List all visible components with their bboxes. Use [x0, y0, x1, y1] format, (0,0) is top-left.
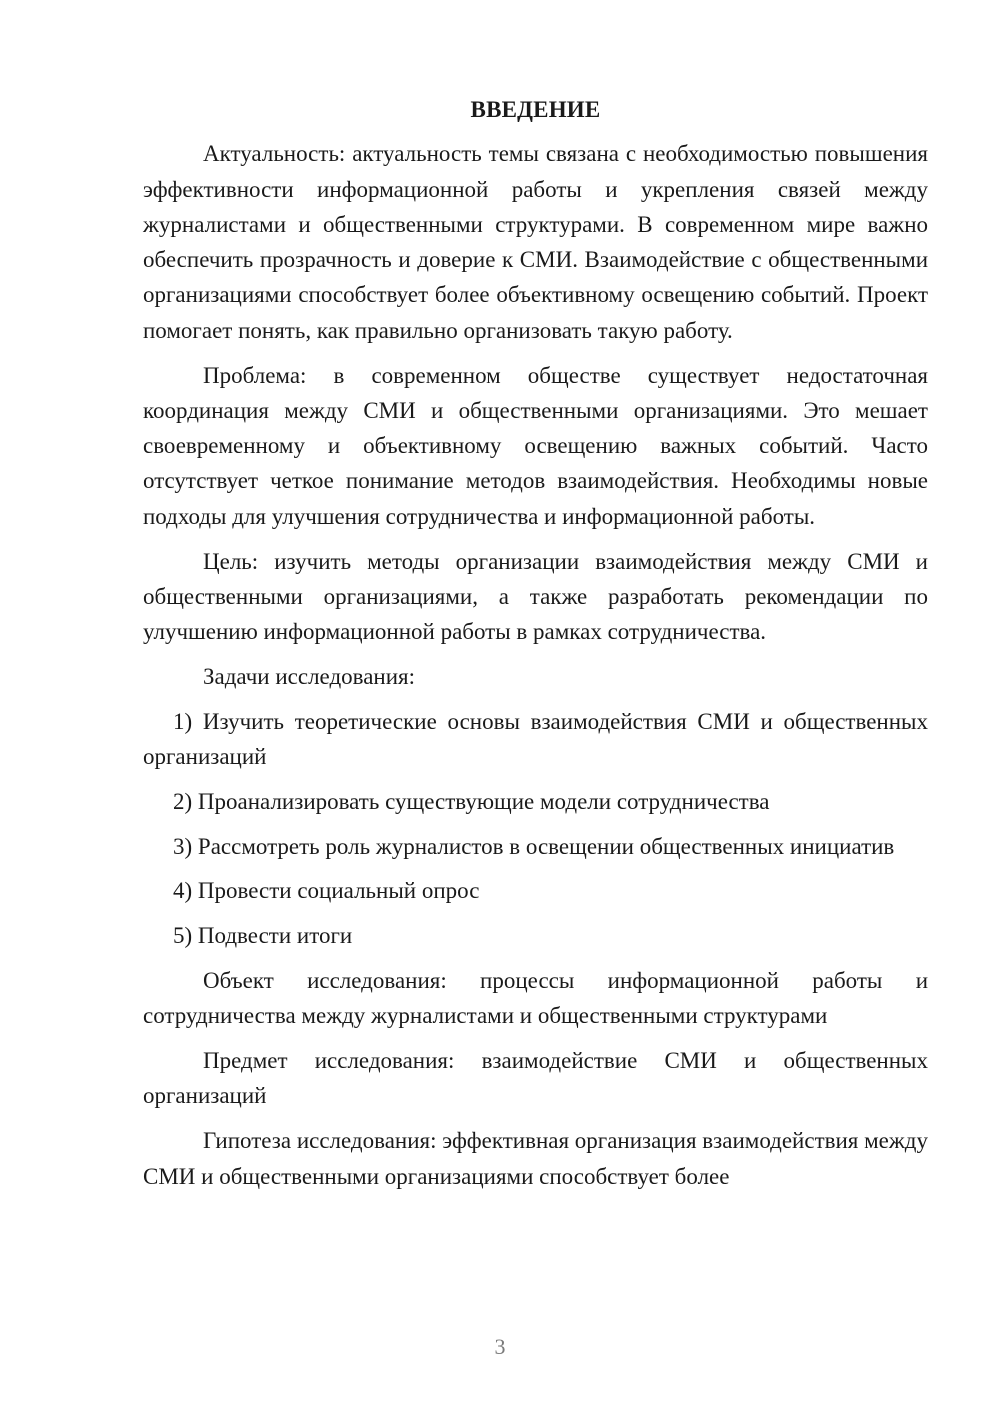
hypothesis-paragraph: Гипотеза исследования: эффективная организация взаимодействия между СМИ и общественными организациями способствует более — [143, 1128, 928, 1189]
task-item: 1) Изучить теоретические основы взаимодействия СМИ и общественных организаций — [143, 708, 928, 770]
problem-paragraph: Проблема: в современном обществе существует недостаточная координация между СМИ и общественными организациями. Это мешает своевременному и объективному освещению важных событий. Часто отсутствует четкое понимание методов взаимодействия. Необходимы новые подходы для улучшения сотрудничества и информационной работы. — [143, 362, 928, 529]
task-item: 4) Провести социальный опрос — [173, 878, 480, 904]
task-item: 3) Рассмотреть роль журналистов в освещении общественных инициатив — [173, 833, 895, 859]
task-item: 5) Подвести итоги — [173, 923, 353, 949]
object-paragraph: Объект исследования: процессы информационной работы и сотрудничества между журналистами и общественными структурами — [143, 968, 928, 1029]
subject-paragraph: Предмет исследования: взаимодействие СМИ и общественных организаций — [143, 1048, 928, 1109]
goal-paragraph: Цель: изучить методы организации взаимодействия между СМИ и общественными организациями, а также разработать рекомендации по улучшению информационной работы в рамках сотрудничества. — [143, 548, 928, 645]
section-title: ВВЕДЕНИЕ — [470, 97, 601, 122]
tasks-heading: Задачи исследования: — [203, 663, 416, 689]
page-body — [143, 92, 928, 1194]
relevance-paragraph: Актуальность: актуальность темы связана с необходимостью повышения эффективности информационной работы и укрепления связей между журналистами и общественными структурами. В современном мире важно обеспечить прозрачность и доверие к СМИ. Взаимодействие с общественными организациями способствует более объективному освещению событий. Проект помогает понять, как правильно организовать такую работу. — [143, 141, 928, 343]
page-number: 3 — [494, 1334, 506, 1359]
task-item: 2) Проанализировать существующие модели сотрудничества — [173, 788, 770, 814]
